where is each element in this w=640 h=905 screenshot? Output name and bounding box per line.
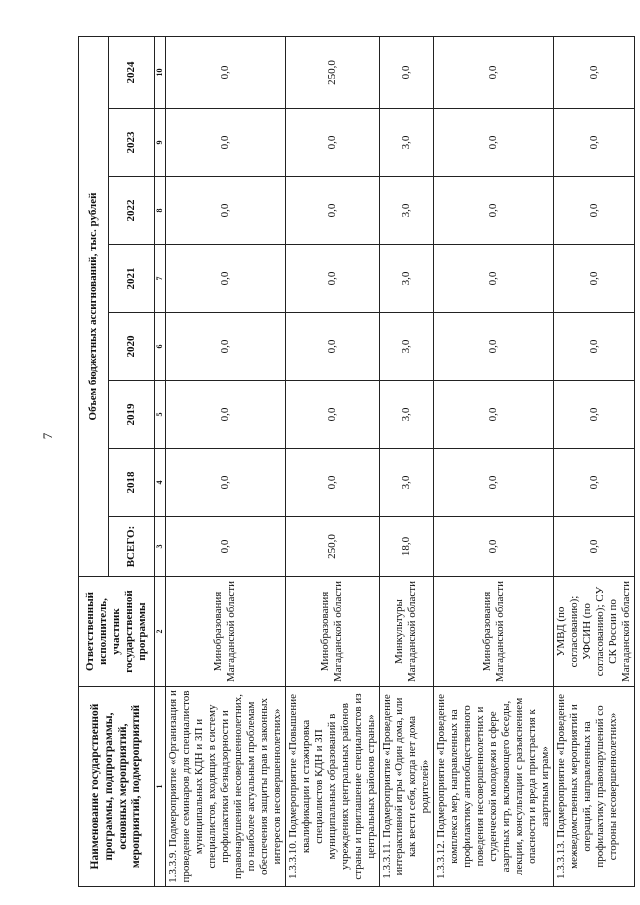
table-row [379, 36, 434, 886]
row-value: 3,0 [379, 245, 434, 313]
row-total: 0,0 [434, 517, 554, 577]
table-row [434, 36, 554, 886]
row-value: 0,0 [166, 245, 286, 313]
row-responsible: Минкультуры Магаданской области [379, 577, 434, 687]
row-value: 0,0 [166, 449, 286, 517]
row-name: 1.3.3.13. Подмероприятие «Проведение межведомственных мероприятий и операций, направленных на профилактику правонарушений со стороны несовершеннолетних» [554, 687, 635, 887]
row-value: 0,0 [285, 109, 379, 177]
header-year: 2022 [109, 177, 155, 245]
row-value: 0,0 [379, 36, 434, 108]
column-number: 5 [155, 381, 166, 449]
header-budget: Объем бюджетных ассигнований, тыс. рублей [79, 36, 109, 576]
row-value: 0,0 [434, 109, 554, 177]
budget-table [78, 36, 635, 887]
row-value: 0,0 [285, 381, 379, 449]
column-number: 4 [155, 449, 166, 517]
column-number: 3 [155, 517, 166, 577]
row-name: 1.3.3.10. Подмероприятие «Повышение квалификации и стажировка специалистов КДН и ЗП муниципальных образований в учреждениях центральных районов страны и приглашение специалистов из центральных районов страны» [285, 687, 379, 887]
row-name: 1.3.3.9. Подмероприятие «Организация и проведение семинаров для специалистов муниципальных КДН и ЗП и специалистов, входящих в систему профилактики безнадзорности и правонарушений несовершеннолетних, по наиболее актуальным проблемам обеспечения защиты прав и законных интересов несовершеннолетних» [166, 687, 286, 887]
row-total: 0,0 [554, 517, 635, 577]
row-value: 0,0 [285, 177, 379, 245]
header-year: 2018 [109, 449, 155, 517]
row-value: 0,0 [554, 36, 635, 108]
row-value: 0,0 [434, 245, 554, 313]
row-value: 0,0 [434, 449, 554, 517]
column-number: 8 [155, 177, 166, 245]
row-value: 0,0 [166, 313, 286, 381]
header-year: 2019 [109, 381, 155, 449]
column-number: 9 [155, 109, 166, 177]
row-value: 250,0 [285, 36, 379, 108]
header-year: 2021 [109, 245, 155, 313]
column-number: 7 [155, 245, 166, 313]
row-value: 3,0 [379, 313, 434, 381]
header-year: 2024 [109, 36, 155, 108]
page-number: 7 [40, 432, 55, 440]
row-value: 0,0 [434, 313, 554, 381]
column-number: 2 [155, 577, 166, 687]
row-total: 0,0 [166, 517, 286, 577]
row-total: 250,0 [285, 517, 379, 577]
row-value: 0,0 [554, 449, 635, 517]
row-value: 0,0 [434, 177, 554, 245]
header-year: 2023 [109, 109, 155, 177]
row-value: 0,0 [166, 109, 286, 177]
rotated-table-container [78, 37, 632, 887]
row-value: 0,0 [434, 381, 554, 449]
row-responsible: Минобразования Магаданской области [434, 577, 554, 687]
column-number: 6 [155, 313, 166, 381]
row-value: 0,0 [554, 381, 635, 449]
row-value: 0,0 [554, 177, 635, 245]
row-responsible: УМВД (по согласованию); УФСИН (по согласованию); СУ СК России по Магаданской области [554, 577, 635, 687]
row-value: 0,0 [166, 177, 286, 245]
row-value: 0,0 [285, 245, 379, 313]
table-row [285, 36, 379, 886]
column-number: 1 [155, 687, 166, 887]
row-value: 0,0 [554, 109, 635, 177]
row-responsible: Минобразования Магаданской области [285, 577, 379, 687]
header-responsible: Ответственный исполнитель, участник государственной программы [79, 577, 155, 687]
row-value: 0,0 [554, 245, 635, 313]
row-name: 1.3.3.12. Подмероприятие «Проведение комплекса мер, направленных на профилактику антиобщественного поведения несовершеннолетних и студенческой молодежи в сфере азартных игр, включающего беседы, лекции, консультации с разъяснением опасности и вреда пристрастия к азартным играм» [434, 687, 554, 887]
row-responsible: Минобразования Магаданской области [166, 577, 286, 687]
header-year: 2020 [109, 313, 155, 381]
table-row [166, 36, 286, 886]
row-value: 0,0 [285, 313, 379, 381]
row-value: 0,0 [554, 313, 635, 381]
header-total: ВСЕГО: [109, 517, 155, 577]
row-value: 3,0 [379, 177, 434, 245]
row-value: 0,0 [434, 36, 554, 108]
row-value: 0,0 [166, 36, 286, 108]
row-value: 3,0 [379, 109, 434, 177]
row-value: 0,0 [285, 449, 379, 517]
row-value: 0,0 [166, 381, 286, 449]
row-value: 3,0 [379, 381, 434, 449]
table-row [554, 36, 635, 886]
header-name: Наименование государственной программы, подпрограммы, основных мероприятий, мероприятий, подмероприятий [79, 687, 155, 887]
row-name: 1.3.3.11. Подмероприятие «Проведение интерактивной игры «Один дома, или как вести себя, когда нет дома родителей» [379, 687, 434, 887]
column-number: 10 [155, 36, 166, 108]
row-value: 3,0 [379, 449, 434, 517]
row-total: 18,0 [379, 517, 434, 577]
